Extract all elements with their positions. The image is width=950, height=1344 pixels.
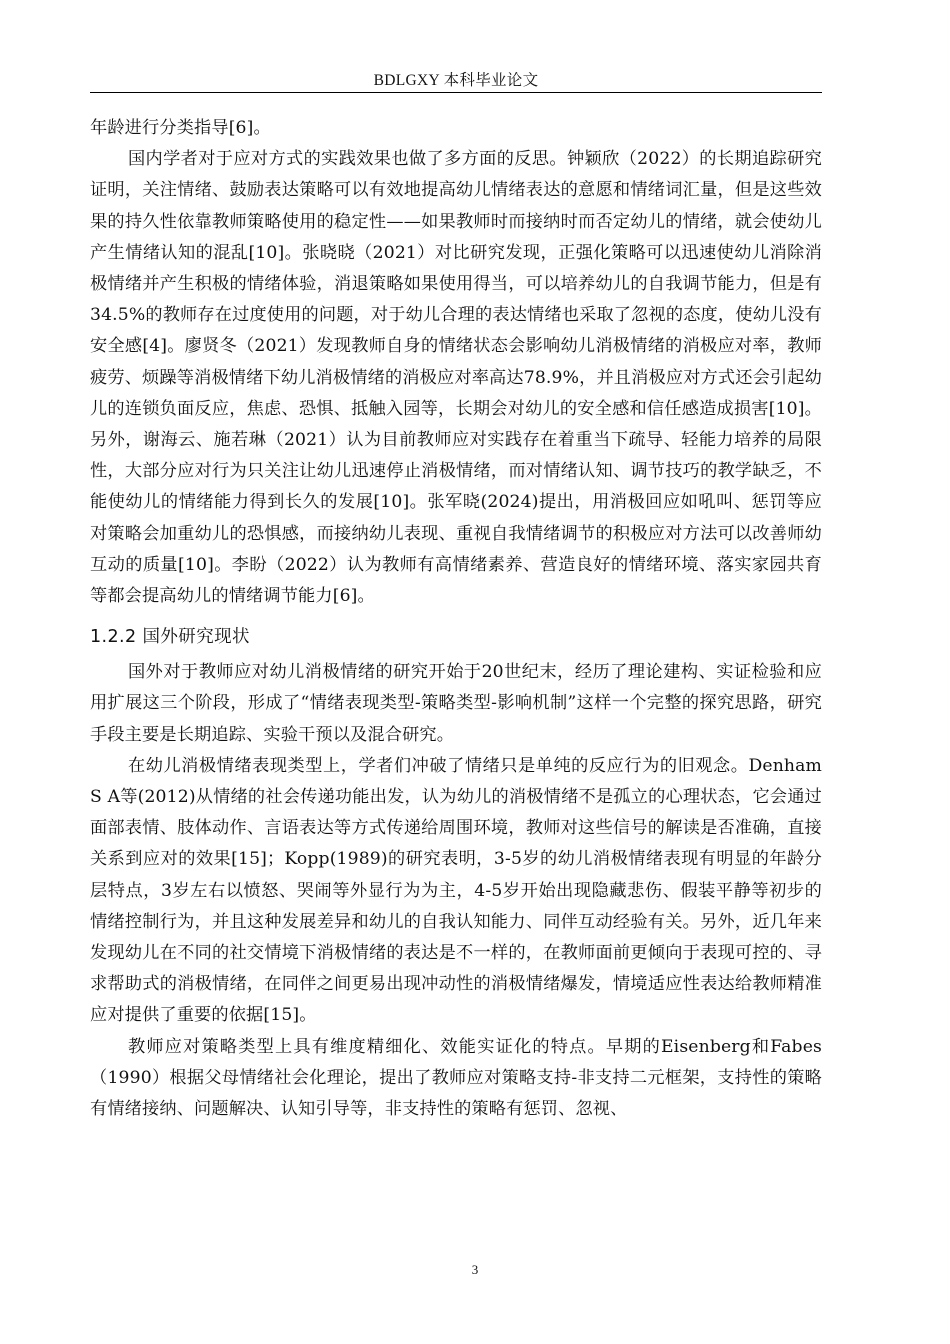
body-text xyxy=(90,113,822,1125)
running-header: BDLGXY 本科毕业论文 xyxy=(373,72,539,89)
paragraph-continuation: 年龄进行分类指导[6]。 xyxy=(90,118,271,138)
paragraph-foreign-overview: 国外对于教师应对幼儿消极情绪的研究开始于20世纪末，经历了理论建构、实证检验和应用扩展这三个阶段，形成了“情绪表现类型-策略类型-影响机制”这样一个完整的探究思路，研究手段主要是长期追踪、实验干预以及混合研究。 xyxy=(90,662,822,745)
paragraph-domestic-reflection: 国内学者对于应对方式的实践效果也做了多方面的反思。钟颖欣（2022）的长期追踪研究证明，关注情绪、鼓励表达策略可以有效地提高幼儿情绪表达的意愿和情绪词汇量，但是这些效果的持久性依靠教师策略使用的稳定性——如果教师时而接纳时而否定幼儿的情绪，就会使幼儿产生情绪认知的混乱[10]。张晓晓（2021）对比研究发现，正强化策略可以迅速使幼儿消除消极情绪并产生积极的情绪体验，消退策略如果使用得当，可以培养幼儿的自我调节能力，但是有34.5%的教师存在过度使用的问题，对于幼儿合理的表达情绪也采取了忽视的态度，使幼儿没有安全感[4]。廖贤冬（2021）发现教师自身的情绪状态会影响幼儿消极情绪的消极应对率，教师疲劳、烦躁等消极情绪下幼儿消极情绪的消极应对率高达78.9%，并且消极应对方式还会引起幼儿的连锁负面反应，焦虑、恐惧、抵触入园等，长期会对幼儿的安全感和信任感造成损害[10]。另外，谢海云、施若琳（2021）认为目前教师应对实践存在着重当下疏导、轻能力培养的局限性，大部分应对行为只关注让幼儿迅速停止消极情绪，而对情绪认知、调节技巧的教学缺乏，不能使幼儿的情绪能力得到长久的发展[10]。张军晓(2024)提出，用消极回应如吼叫、惩罚等应对策略会加重幼儿的恐惧感，而接纳幼儿表现、重视自我情绪调节的积极应对方法可以改善师幼互动的质量[10]。李盼（2022）认为教师有高情绪素养、营造良好的情绪环境、落实家园共育等都会提高幼儿的情绪调节能力[6]。 xyxy=(90,149,822,607)
section-heading: 1.2.2 国外研究现状 xyxy=(90,627,250,648)
page-number: 3 xyxy=(471,1262,479,1277)
paragraph-emotion-types: 在幼儿消极情绪表现类型上，学者们冲破了情绪只是单纯的反应行为的旧观念。Denham S A等(2012)从情绪的社会传递功能出发，认为幼儿的消极情绪不是孤立的心理状态，它会通过面部表情、肢体动作、言语表达等方式传递给周围环境，教师对这些信号的解读是否准确，直接关系到应对的效果[15]；Kopp(1989)的研究表明，3-5岁的幼儿消极情绪表现有明显的年龄分层特点，3岁左右以愤怒、哭闹等外显行为为主，4-5岁开始出现隐藏悲伤、假装平静等初步的情绪控制行为，并且这种发展差异和幼儿的自我认知能力、同伴互动经验有关。另外，近几年来发现幼儿在不同的社交情境下消极情绪的表达是不一样的，在教师面前更倾向于表现可控的、寻求帮助式的消极情绪，在同伴之间更易出现冲动性的消极情绪爆发，情境适应性表达给教师精准应对提供了重要的依据[15]。 xyxy=(90,755,822,1026)
paragraph-strategy-types: 教师应对策略类型上具有维度精细化、效能实证化的特点。早期的Eisenberg和Fabes（1990）根据父母情绪社会化理论，提出了教师应对策略支持-非支持二元框架，支持性的策略有情绪接纳、问题解决、认知引导等，非支持性的策略有惩罚、忽视、 xyxy=(90,1036,822,1120)
header-divider xyxy=(90,92,822,93)
